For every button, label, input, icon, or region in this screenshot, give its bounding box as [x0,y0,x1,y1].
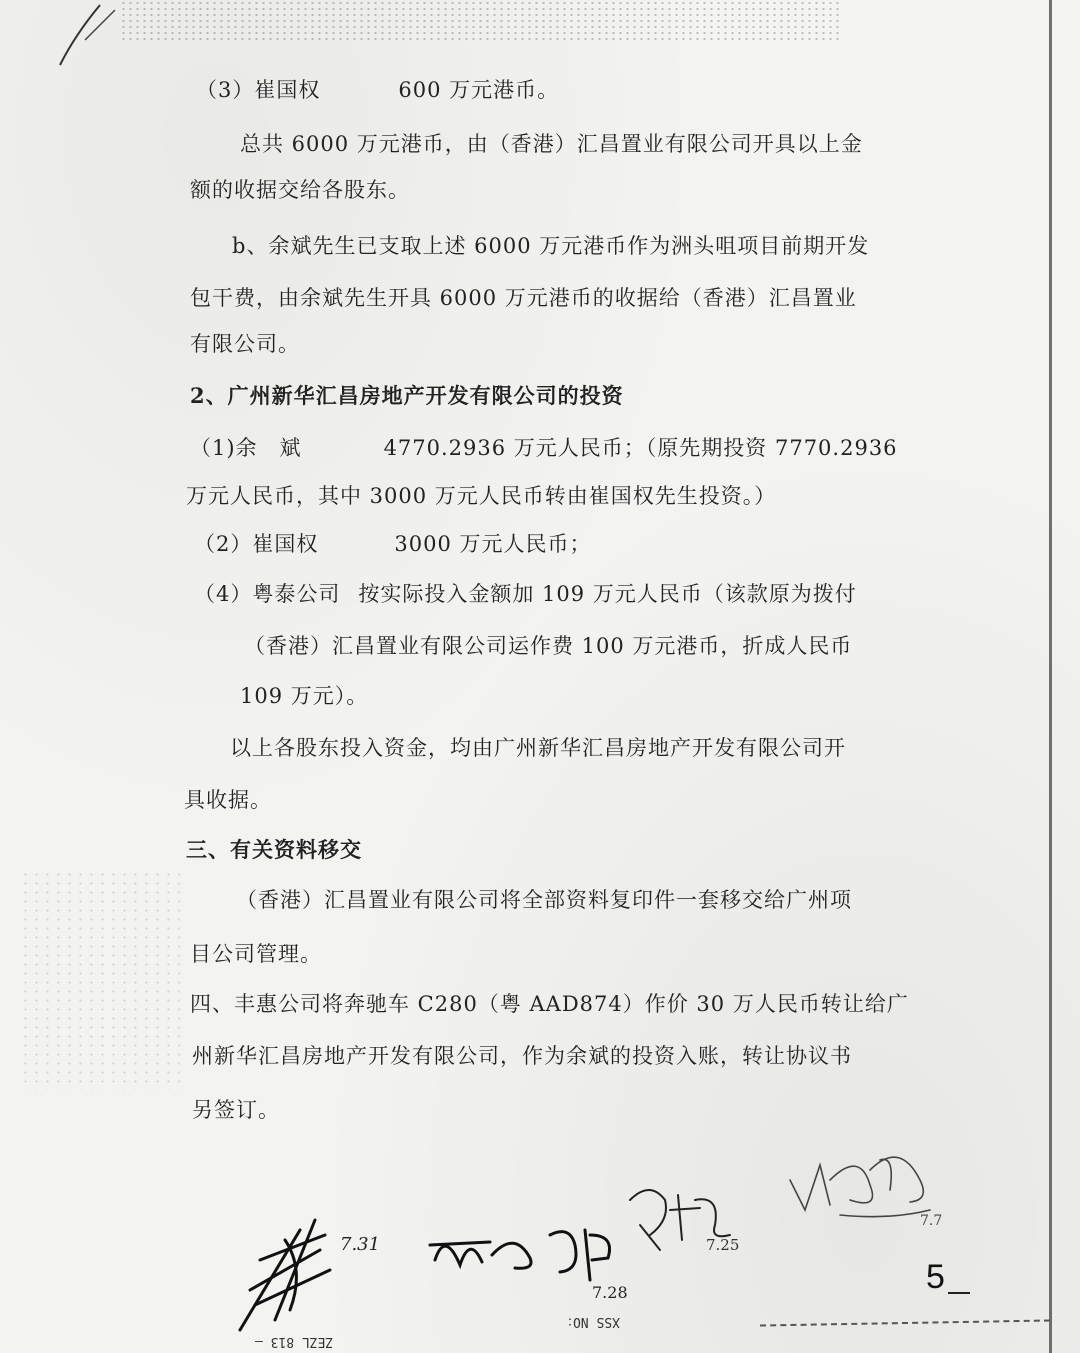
signature-2 [430,1230,610,1280]
text-line: （1)余 斌 4770.2936 万元人民币；（原先期投资 7770.2936 [190,436,898,460]
text-line: （香港）汇昌置业有限公司运作费 100 万元港币，折成人民币 [244,634,853,658]
text-line: （3）崔国权 600 万元港币。 [196,78,560,102]
text-line: 包干费，由余斌先生开具 6000 万元港币的收据给（香港）汇昌置业 [190,286,857,310]
text-line: 目公司管理。 [190,942,322,966]
signature-date-3: 7.25 [706,1236,740,1254]
scan-noise-top [120,0,840,40]
signature-date-4: 7.7 [920,1213,943,1229]
text-line: 109 万元）。 [240,684,369,708]
text-line: 万元人民币，其中 3000 万元人民币转由崔国权先生投资。） [186,484,777,508]
text-line: 州新华汇昌房地产开发有限公司，作为余斌的投资入账，转让协议书 [192,1044,852,1068]
signature-area [230,1140,990,1340]
text-line: 总共 6000 万元港币，由（香港）汇昌置业有限公司开具以上金 [240,132,863,156]
text-line: b、余斌先生已支取上述 6000 万元港币作为洲头咀项目前期开发 [232,234,870,258]
inverted-stamp-text: XSS NO： [560,1314,620,1329]
text-line: 具收据。 [184,788,272,812]
signature-1 [240,1220,330,1330]
page-number-underline [948,1292,970,1294]
page-number: 5 [926,1258,945,1296]
text-line: 另签订。 [192,1098,280,1122]
inverted-stamp-text: ZEZL 813 — [255,1334,334,1349]
text-line: （香港）汇昌置业有限公司将全部资料复印件一套移交给广州项 [236,888,852,912]
page-edge-line [1049,0,1052,1353]
section-heading: 三、有关资料移交 [186,837,362,862]
signature-4 [790,1157,930,1217]
text-line: 额的收据交给各股东。 [190,178,410,202]
signature-date-1: 7.31 [340,1234,381,1255]
corner-mark [55,0,135,70]
section-heading: 2、广州新华汇昌房地产开发有限公司的投资 [190,383,624,408]
section-heading: 四、丰惠公司将奔驰车 C280（粤 AAD874）作价 30 万人民币转让给广 [190,992,909,1016]
scan-noise-left [20,870,180,1090]
text-line: （4）粤泰公司 按实际投入金额加 109 万元人民币（该款原为拨付 [194,582,857,606]
text-line: 有限公司。 [190,332,300,356]
text-line: 以上各股东投入资金，均由广州新华汇昌房地产开发有限公司开 [230,736,846,760]
text-line: （2）崔国权 3000 万元人民币； [194,532,592,556]
signature-date-2: 7.28 [592,1283,628,1302]
